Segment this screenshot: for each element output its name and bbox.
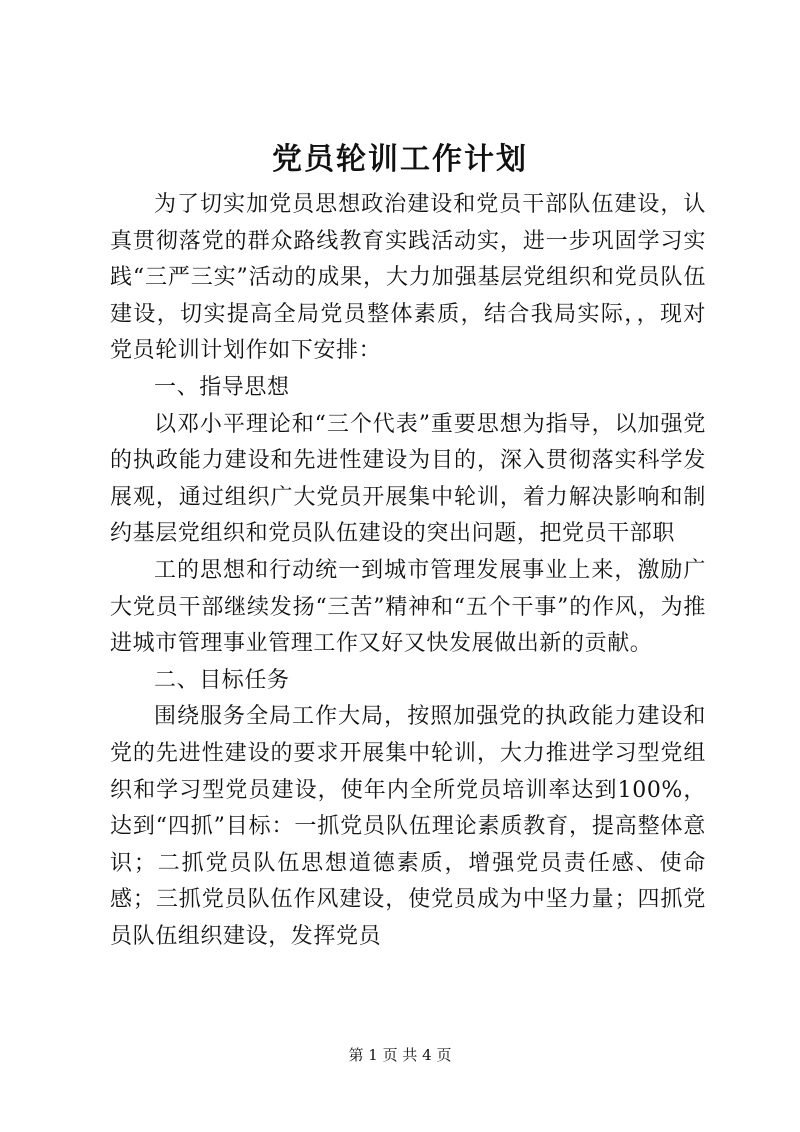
page-footer: 第 1 页 共 4 页	[348, 1046, 452, 1064]
document-body	[110, 187, 706, 955]
guiding-ideology-paragraph: 以邓小平理论和“三个代表”重要思想为指导，以加强党的执政能力建设和先进性建设为目的，深入贯彻落实科学发展观，通过组织广大党员开展集中轮训，着力解决影响和制约基层党组织和党员队伍建设的突出问题，把党员干部职	[110, 411, 706, 547]
section-heading-guiding-ideology: 一、指导思想	[154, 374, 290, 400]
intro-paragraph: 为了切实加党员思想政治建设和党员干部队伍建设，认真贯彻落党的群众路线教育实践活动实，进一步巩固学习实践“三严三实”活动的成果，大力加强基层党组织和党员队伍建设，切实提高全局党员整体素质，结合我局实际，，现对党员轮训计划作如下安排：	[110, 192, 706, 364]
goals-tasks-paragraph: 围绕服务全局工作大局，按照加强党的执政能力建设和党的先进性建设的要求开展集中轮训，大力推进学习型党组织和学习型党员建设，使年内全所党员培训率达到100%，达到“四抓”目标：一抓党员队伍理论素质教育，提高整体意识；二抓党员队伍思想道德素质，增强党员责任感、使命感；三抓党员队伍作风建设，使党员成为中坚力量；四抓党员队伍组织建设，发挥党员	[110, 704, 706, 949]
guiding-ideology-continued-paragraph: 工的思想和行动统一到城市管理发展事业上来，激励广大党员干部继续发扬“三苦”精神和“五个干事”的作风，为推进城市管理事业管理工作又好又快发展做出新的贡献。	[110, 557, 706, 657]
document-title: 党员轮训工作计划	[272, 142, 528, 177]
section-heading-goals-tasks: 二、目标任务	[154, 667, 290, 693]
